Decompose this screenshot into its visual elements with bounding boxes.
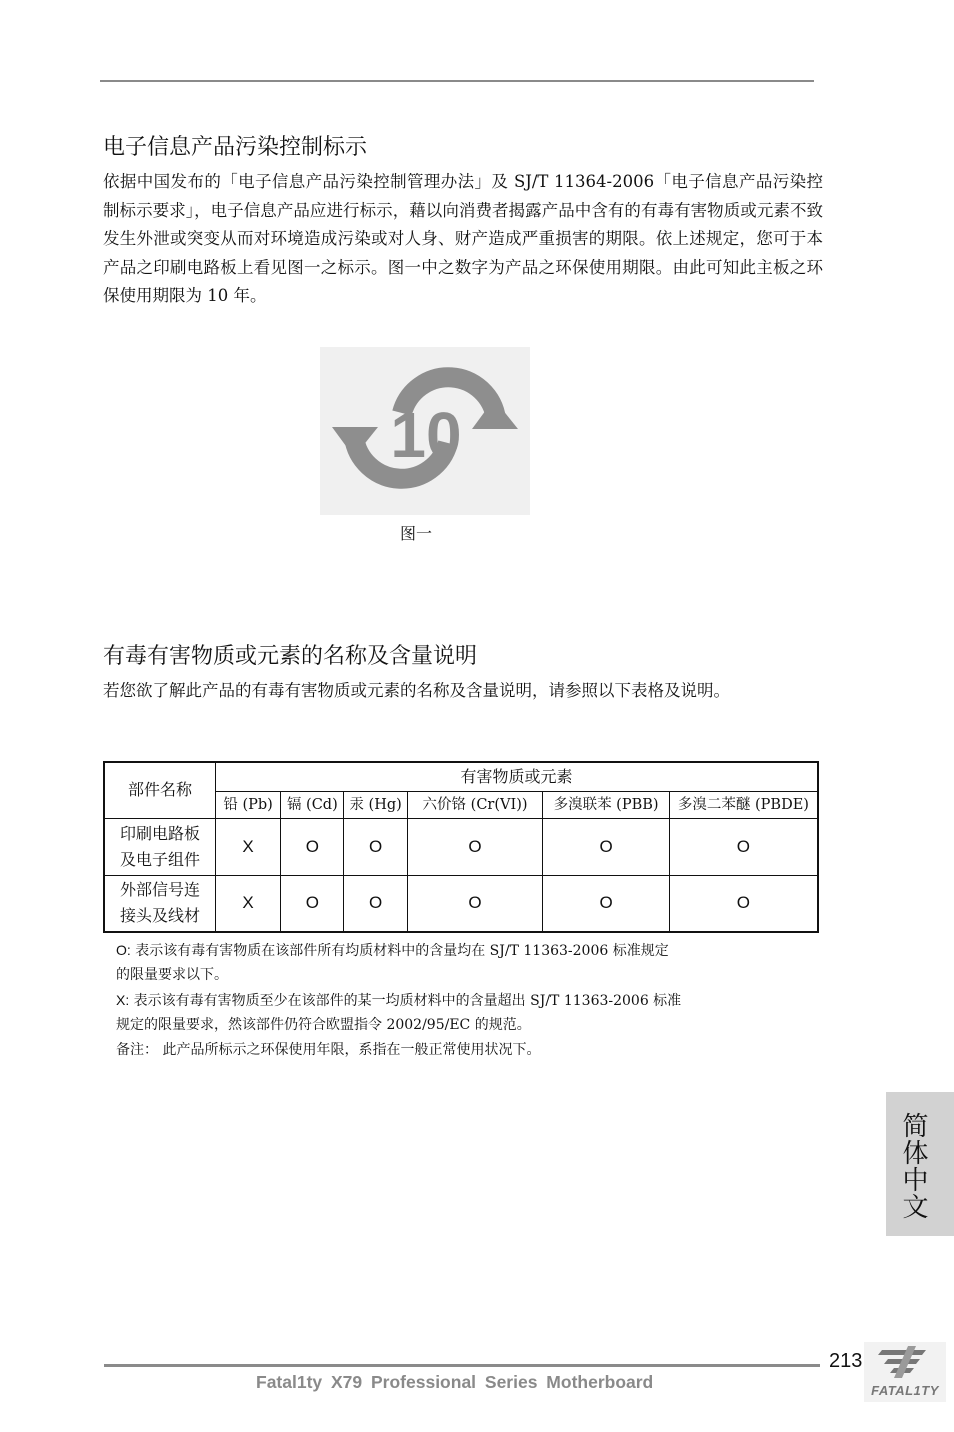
value-cell: O [344, 818, 407, 875]
value-cell: O [281, 818, 344, 875]
note-x-continuation: 规定的限量要求，然该部件仍符合欧盟指令 2002/95/EC 的规范。 [116, 1017, 531, 1033]
figure-caption: 图一 [400, 524, 433, 543]
note-remark: 备注： 此产品所标示之环保使用年限，系指在一般正常使用状况下。 [116, 1042, 541, 1058]
page-number: 213 [829, 1350, 863, 1372]
value-cell: O [407, 818, 543, 875]
section-paragraph-pollution-mark: 依据中国发布的「电子信息产品污染控制管理办法」及 SJ/T 11364-2006「电子信息产品污染控制标示要求」，电子信息产品应进行标示，藉以向消费者揭露产品中含有的有毒有害物质或元素不致发生外泄或突变从而对环境造成污染或对人身、财产造成严重损害的期限。依上述规定，您可于本产品之印刷电路板上看见图一之标示。图一中之数字为产品之环保使用期限。由此可知此主板之环保使用期限为 10 年。 [103, 172, 823, 305]
table-row [104, 818, 818, 875]
column-header-pbb: 多溴联苯 (PBB) [543, 791, 670, 818]
note-x-key: X: [116, 992, 130, 1008]
language-label: 简体中文 [898, 1112, 928, 1220]
section-paragraph-hazardous-substances: 若您欲了解此产品的有毒有害物质或元素的名称及含量说明，请参照以下表格及说明。 [103, 681, 730, 700]
footer-title: Fatal1ty X79 Professional Series Motherboard [256, 1372, 654, 1392]
top-rule [100, 80, 814, 82]
column-header-hg: 汞 (Hg) [344, 791, 407, 818]
part-name-header: 部件名称 [104, 762, 215, 818]
environmental-logo [320, 347, 530, 515]
logo-number: 10 [390, 399, 462, 471]
note-o-definition [116, 938, 816, 965]
table-row [104, 875, 818, 932]
note-o-text: 表示该有毒有害物质在该部件所有均质材料中的含量均在 SJ/T 11363-2006 标准规定 [130, 943, 669, 959]
value-cell: O [344, 875, 407, 932]
note-o-key: O: [116, 942, 131, 958]
column-header-pbde: 多溴二苯醚 (PBDE) [669, 791, 818, 818]
value-cell: X [215, 875, 280, 932]
language-side-tab [886, 1092, 954, 1236]
part-name-line: 印刷电路板 [119, 823, 200, 843]
value-cell: O [543, 875, 670, 932]
section-title-pollution-mark: 电子信息产品污染控制标示 [103, 135, 368, 160]
fatal1ty-emblem-icon [864, 1342, 946, 1382]
substance-group-header: 有害物质或元素 [215, 762, 818, 791]
column-header-cr6: 六价铬 (Cr(VI)) [407, 791, 543, 818]
value-cell: X [215, 818, 280, 875]
section-title-hazardous-substances: 有毒有害物质或元素的名称及含量说明 [103, 644, 478, 669]
note-x-definition [116, 988, 816, 1015]
note-o-continuation: 的限量要求以下。 [116, 967, 228, 983]
bottom-rule [104, 1364, 820, 1367]
part-name-cell [104, 875, 215, 932]
note-x-text: 表示该有毒有害物质至少在该部件的某一均质材料中的含量超出 SJ/T 11363-2006 标准 [129, 993, 682, 1009]
column-header-cd: 镉 (Cd) [281, 791, 344, 818]
part-name-line: 外部信号连 [119, 880, 200, 900]
part-name-line: 接头及线材 [119, 906, 200, 926]
brand-wordmark: FATAL1TY [871, 1383, 939, 1398]
value-cell: O [543, 818, 670, 875]
column-header-pb: 铅 (Pb) [215, 791, 280, 818]
value-cell: O [669, 818, 818, 875]
part-name-cell [104, 818, 215, 875]
recycle-arrows-icon [320, 347, 530, 515]
value-cell: O [407, 875, 543, 932]
part-name-line: 及电子组件 [119, 849, 200, 869]
value-cell: O [669, 875, 818, 932]
value-cell: O [281, 875, 344, 932]
hazardous-substance-table [103, 761, 819, 933]
